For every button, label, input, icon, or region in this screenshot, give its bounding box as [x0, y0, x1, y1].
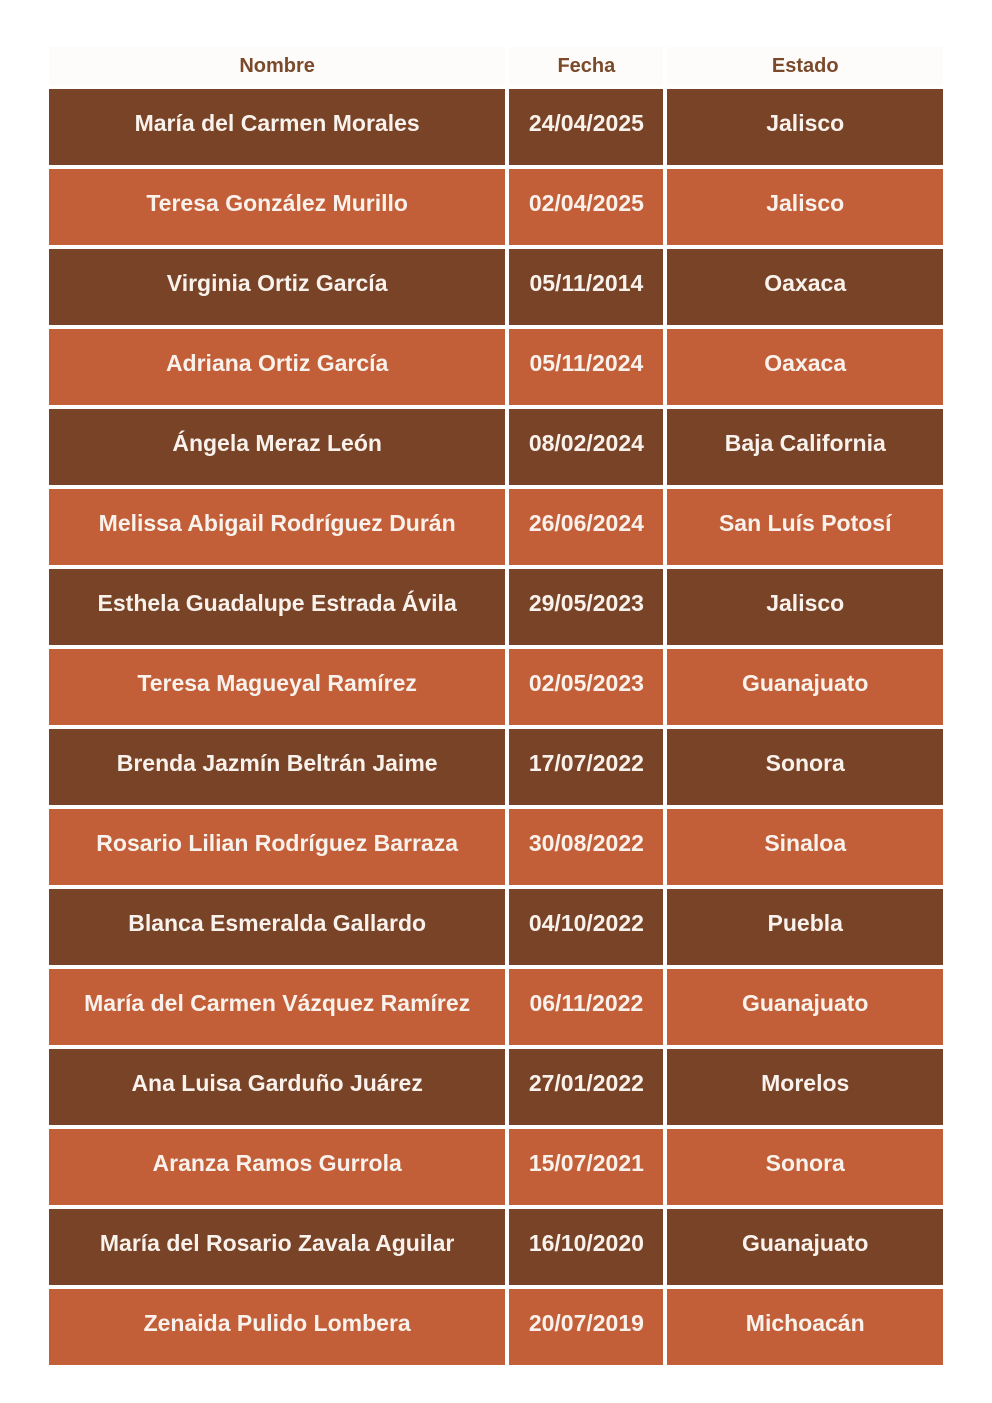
cell-nombre: Esthela Guadalupe Estrada Ávila: [49, 569, 505, 645]
table-row: [49, 409, 943, 485]
cell-fecha: 30/08/2022: [509, 809, 663, 885]
cell-estado: Morelos: [667, 1049, 943, 1125]
column-header-nombre: Nombre: [49, 47, 505, 85]
cell-fecha: 05/11/2024: [509, 329, 663, 405]
table-row: [49, 489, 943, 565]
table-row: [49, 169, 943, 245]
table-row: [49, 249, 943, 325]
cell-nombre: Ángela Meraz León: [49, 409, 505, 485]
cell-estado: Jalisco: [667, 89, 943, 165]
cell-fecha: 05/11/2014: [509, 249, 663, 325]
cell-fecha: 15/07/2021: [509, 1129, 663, 1205]
cell-nombre: Brenda Jazmín Beltrán Jaime: [49, 729, 505, 805]
cell-fecha: 04/10/2022: [509, 889, 663, 965]
cell-fecha: 06/11/2022: [509, 969, 663, 1045]
cell-estado: Sonora: [667, 1129, 943, 1205]
cell-nombre: Aranza Ramos Gurrola: [49, 1129, 505, 1205]
cell-estado: Jalisco: [667, 169, 943, 245]
cell-fecha: 24/04/2025: [509, 89, 663, 165]
table-row: [49, 1209, 943, 1285]
cell-estado: Jalisco: [667, 569, 943, 645]
cell-nombre: Zenaida Pulido Lombera: [49, 1289, 505, 1365]
cell-estado: Guanajuato: [667, 649, 943, 725]
cell-estado: Guanajuato: [667, 969, 943, 1045]
table-row: [49, 649, 943, 725]
cell-nombre: Virginia Ortiz García: [49, 249, 505, 325]
table-row: [49, 569, 943, 645]
cell-fecha: 02/05/2023: [509, 649, 663, 725]
table-row: [49, 89, 943, 165]
cell-nombre: María del Carmen Morales: [49, 89, 505, 165]
cell-fecha: 29/05/2023: [509, 569, 663, 645]
cell-fecha: 17/07/2022: [509, 729, 663, 805]
cell-estado: Puebla: [667, 889, 943, 965]
table-row: [49, 889, 943, 965]
cell-fecha: 26/06/2024: [509, 489, 663, 565]
table-row: [49, 729, 943, 805]
cell-estado: San Luís Potosí: [667, 489, 943, 565]
cell-nombre: María del Rosario Zavala Aguilar: [49, 1209, 505, 1285]
cell-nombre: Rosario Lilian Rodríguez Barraza: [49, 809, 505, 885]
cell-fecha: 27/01/2022: [509, 1049, 663, 1125]
cell-estado: Oaxaca: [667, 329, 943, 405]
cell-estado: Sonora: [667, 729, 943, 805]
header-row: [49, 47, 943, 85]
column-header-estado: Estado: [667, 47, 943, 85]
table-row: [49, 329, 943, 405]
cell-fecha: 16/10/2020: [509, 1209, 663, 1285]
cell-nombre: Teresa González Murillo: [49, 169, 505, 245]
cell-nombre: Ana Luisa Garduño Juárez: [49, 1049, 505, 1125]
table-row: [49, 1049, 943, 1125]
cell-fecha: 20/07/2019: [509, 1289, 663, 1365]
cell-estado: Sinaloa: [667, 809, 943, 885]
cell-nombre: Adriana Ortiz García: [49, 329, 505, 405]
table-row: [49, 1129, 943, 1205]
cell-estado: Michoacán: [667, 1289, 943, 1365]
table-header: [49, 47, 943, 85]
cell-fecha: 02/04/2025: [509, 169, 663, 245]
cell-estado: Oaxaca: [667, 249, 943, 325]
table-row: [49, 969, 943, 1045]
cell-estado: Baja California: [667, 409, 943, 485]
cell-estado: Guanajuato: [667, 1209, 943, 1285]
table-body: [49, 89, 943, 1365]
column-header-fecha: Fecha: [509, 47, 663, 85]
table-row: [49, 1289, 943, 1365]
cell-nombre: Blanca Esmeralda Gallardo: [49, 889, 505, 965]
cell-nombre: Teresa Magueyal Ramírez: [49, 649, 505, 725]
cell-fecha: 08/02/2024: [509, 409, 663, 485]
cell-nombre: María del Carmen Vázquez Ramírez: [49, 969, 505, 1045]
table-row: [49, 809, 943, 885]
records-table: [45, 43, 947, 1369]
cell-nombre: Melissa Abigail Rodríguez Durán: [49, 489, 505, 565]
